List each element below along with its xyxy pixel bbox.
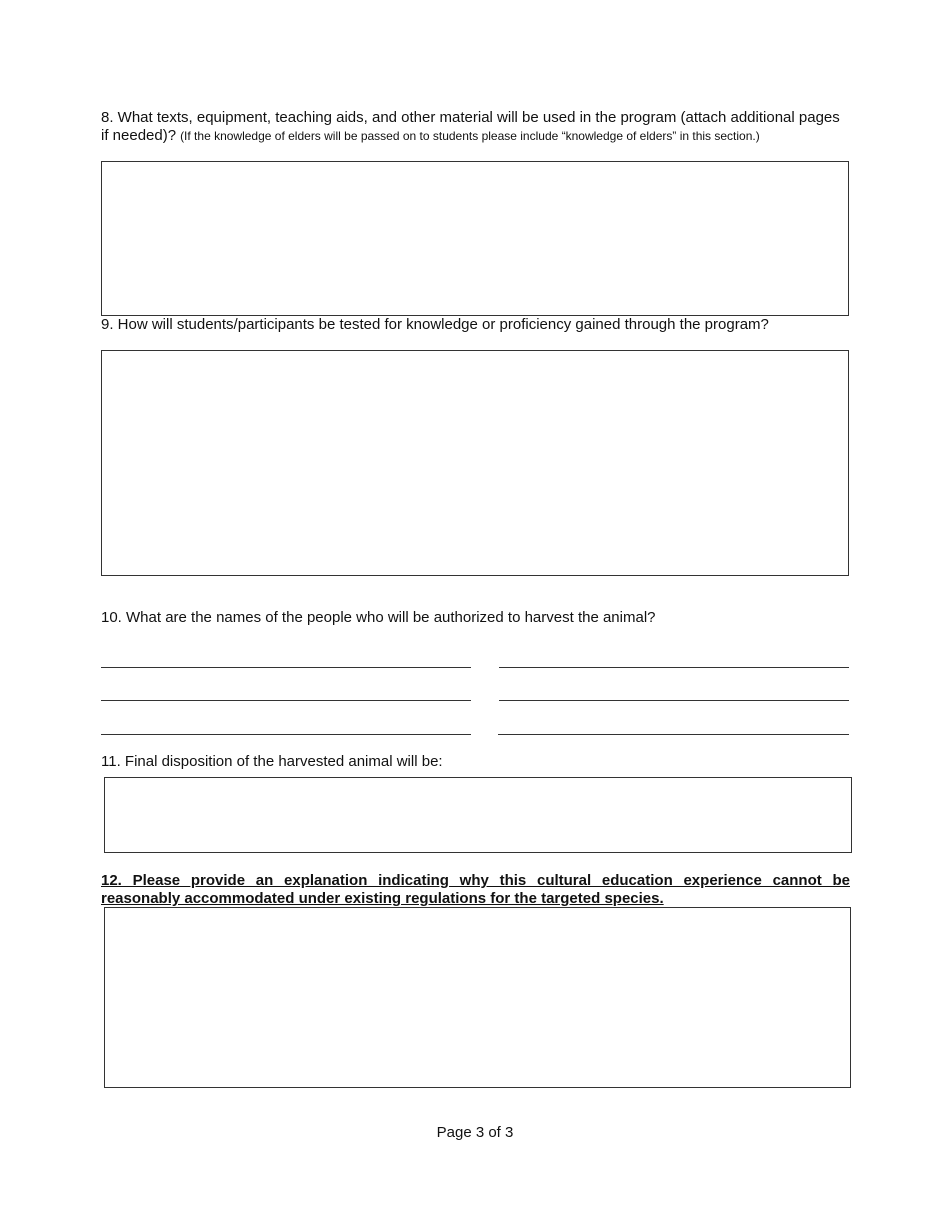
harvester-name-line-1[interactable] bbox=[101, 667, 471, 668]
question-8-note: (If the knowledge of elders will be passed on to students please include “knowledge of elders” in this section.) bbox=[180, 129, 760, 143]
harvester-name-line-4[interactable] bbox=[499, 700, 849, 701]
answer-box-q9[interactable] bbox=[101, 350, 849, 576]
page-number: Page 3 of 3 bbox=[436, 1124, 514, 1141]
question-8 bbox=[101, 109, 849, 145]
question-12: 12. Please provide an explanation indicating why this cultural education experience cannot be reasonably accommodated under existing regulations for the targeted species. bbox=[101, 872, 850, 907]
answer-box-q8[interactable] bbox=[101, 161, 849, 316]
question-11: 11. Final disposition of the harvested animal will be: bbox=[101, 753, 443, 770]
harvester-name-line-5[interactable] bbox=[101, 734, 471, 735]
answer-box-q12[interactable] bbox=[104, 907, 851, 1088]
harvester-name-line-6[interactable] bbox=[498, 734, 849, 735]
question-8-text: 8. What texts, equipment, teaching aids, and other material will be used in the program (attach additional pages if needed)? bbox=[101, 109, 840, 144]
question-10: 10. What are the names of the people who will be authorized to harvest the animal? bbox=[101, 609, 656, 626]
harvester-name-line-2[interactable] bbox=[499, 667, 849, 668]
answer-box-q11[interactable] bbox=[104, 777, 852, 853]
question-9: 9. How will students/participants be tested for knowledge or proficiency gained through the program? bbox=[101, 316, 769, 333]
harvester-name-line-3[interactable] bbox=[101, 700, 471, 701]
